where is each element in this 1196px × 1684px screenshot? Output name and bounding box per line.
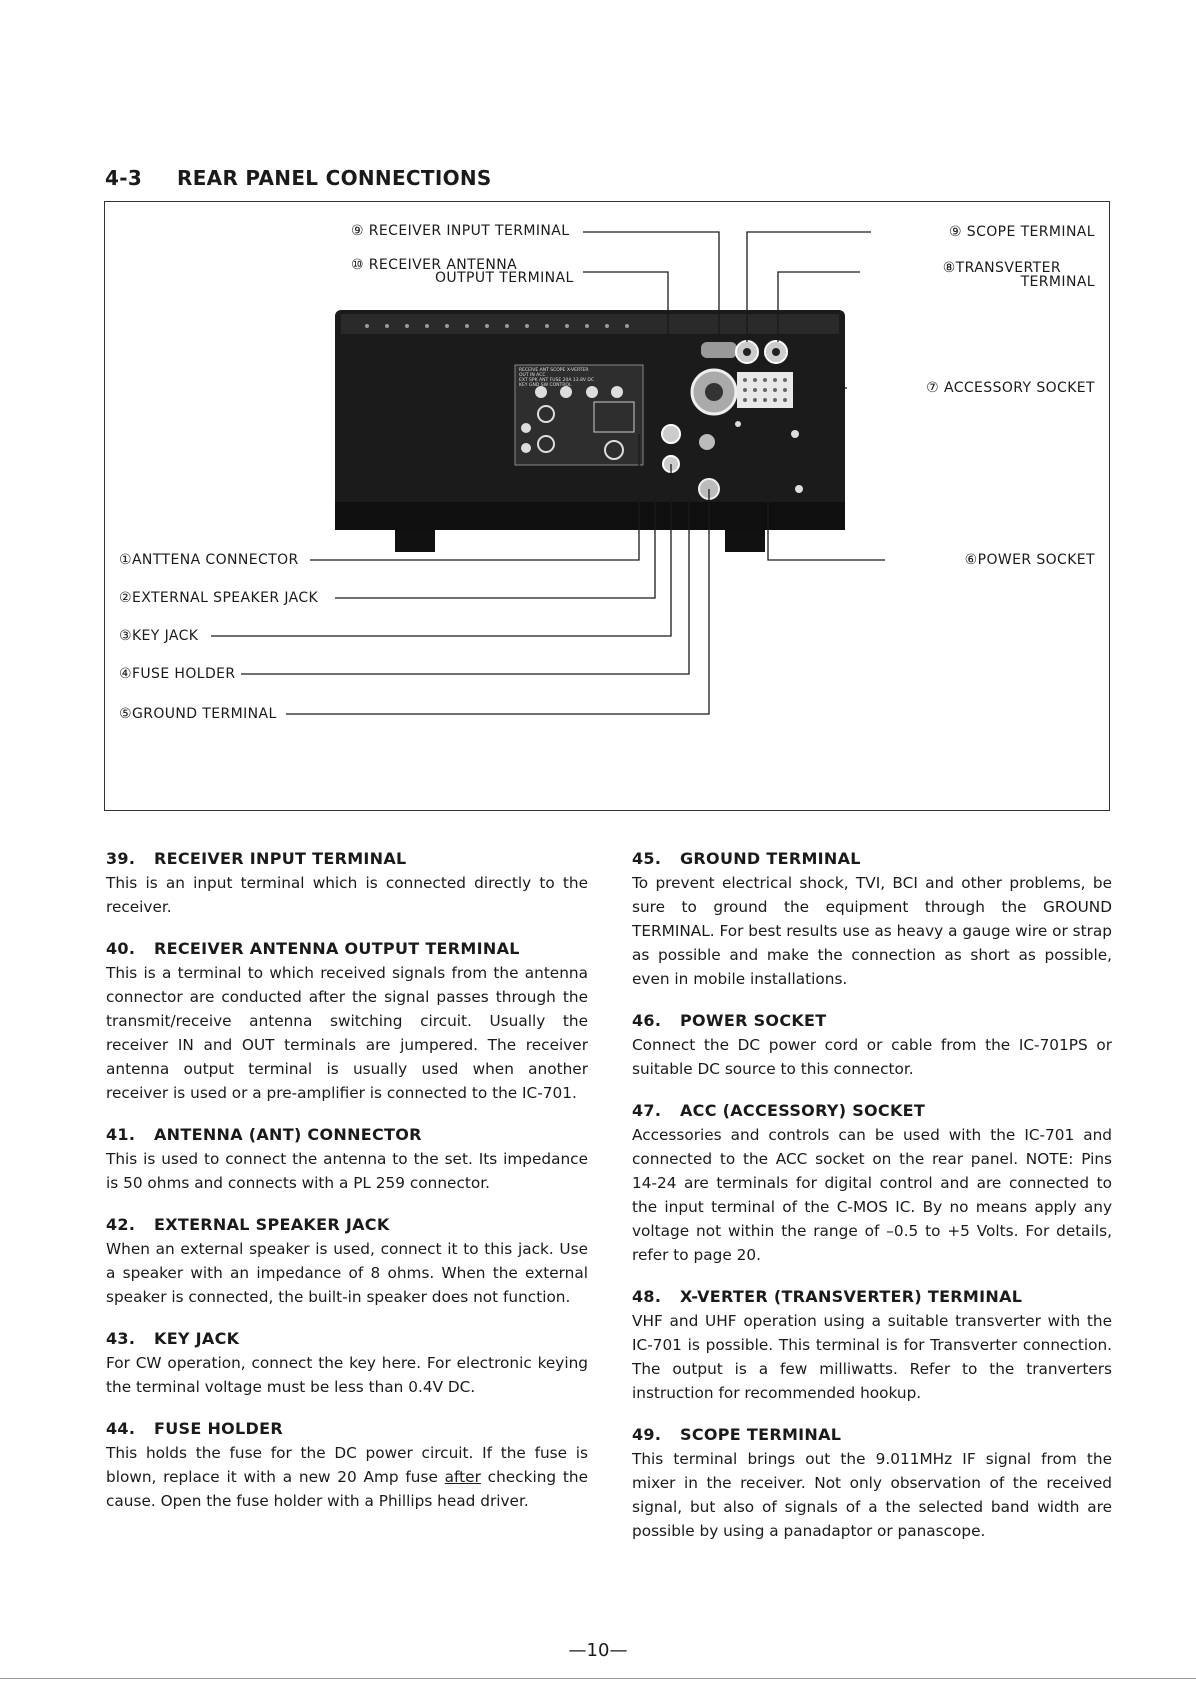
item-body-part: checking the cause. Open the fuse holder with a Phillips head driver. [106,1468,588,1510]
plate-gnd: GND [528,383,540,388]
plate-out: OUT [519,373,529,378]
callout-antenna-connector: ①ANTTENA CONNECTOR [119,552,299,568]
plate-receive-ant: RECEIVE ANT [519,368,549,373]
item-number: 40. [106,939,136,958]
item-body: This is an input terminal which is connected directly to the receiver. [106,874,588,916]
item-title: FUSE HOLDER [154,1419,283,1438]
callout-scope-terminal: ⑨ SCOPE TERMINAL [948,224,1095,240]
item-title: KEY JACK [154,1329,240,1348]
item-title: RECEIVER ANTENNA OUTPUT TERMINAL [154,939,520,958]
item-number: 47. [632,1101,662,1120]
plate-scope: SCOPE [550,368,566,373]
callout-receiver-antenna-output: OUTPUT TERMINAL [435,270,574,286]
item-body: To prevent electrical shock, TVI, BCI and other problems, be sure to ground the equipment through the GROUND TERMINAL. For best results use as heavy a gauge wire or strap as possible and make the connection as short as possible, even in mobile installations. [632,874,1112,988]
item-number: 46. [632,1011,662,1030]
plate-dc: 13.8V DC [572,378,595,383]
item-body: When an external speaker is used, connect it to this jack. Use a speaker with an impedance of 8 ohms. When the external speaker is connected, the built-in speaker does not function. [106,1240,588,1306]
item-number: 48. [632,1287,662,1306]
item-title: X-VERTER (TRANSVERTER) TERMINAL [680,1287,1023,1306]
item-body [106,1441,588,1513]
callout-accessory-socket: ⑦ ACCESSORY SOCKET [926,380,1095,396]
callout-transverter: ⑧TRANSVERTER [942,260,1061,276]
item-title: RECEIVER INPUT TERMINAL [154,849,407,868]
plate-acc: ACC [536,373,546,378]
bottom-rule [0,1678,1196,1679]
item-body: This terminal brings out the 9.011MHz IF signal from the mixer in the receiver. Not only observation of the received signal, but also of signals of a the selected band width are possible by using a panadaptor or panascope. [632,1450,1112,1540]
item-number: 49. [632,1425,662,1444]
item-41 [106,1124,588,1195]
item-40 [106,938,588,1105]
item-body: This is a terminal to which received signals from the antenna connector are conducted after the signal passes through the transmit/receive antenna switching circuit. Usually the receiver IN and OUT terminals are jumpered. The receiver antenna output terminal is usually used when another receiver is used or a pre-amplifier is connected to the IC-701. [106,964,588,1102]
left-column [106,848,588,1532]
plate-key: KEY [519,383,528,388]
item-body: VHF and UHF operation using a suitable transverter with the IC-701 is possible. This terminal is for Transverter connection. The output is a few milliwatts. Refer to the tranverters instruction for recommended hookup. [632,1312,1112,1402]
item-title: POWER SOCKET [680,1011,827,1030]
item-title: ACC (ACCESSORY) SOCKET [680,1101,926,1120]
callout-fuse-holder: ④FUSE HOLDER [119,666,236,682]
item-number: 45. [632,849,662,868]
callout-receiver-antenna: ⑩ RECEIVER ANTENNA [351,257,518,273]
rear-panel-figure [104,201,1110,811]
item-48 [632,1286,1112,1405]
item-number: 42. [106,1215,136,1234]
plate-ant: ANT [539,378,549,383]
item-number: 44. [106,1419,136,1438]
item-body: This is used to connect the antenna to the set. Its impedance is 50 ohms and connects with a PL 259 connector. [106,1150,588,1192]
item-43 [106,1328,588,1399]
item-number: 39. [106,849,136,868]
item-body-underlined: after [444,1468,481,1486]
item-44 [106,1418,588,1513]
plate-ext-spk: EXT SPK [519,378,538,383]
right-column [632,848,1112,1562]
item-46 [632,1010,1112,1081]
plate-xverter: X-VERTER [566,368,589,373]
item-39 [106,848,588,919]
item-42 [106,1214,588,1309]
item-body: For CW operation, connect the key here. For electronic keying the terminal voltage must be less than 0.4V DC. [106,1354,588,1396]
item-title: GROUND TERMINAL [680,849,861,868]
callout-key-jack: ③KEY JACK [119,628,199,644]
plate-fuse: FUSE 20A [549,378,572,383]
item-title: SCOPE TERMINAL [680,1425,842,1444]
section-heading [105,166,492,190]
callout-external-speaker: ②EXTERNAL SPEAKER JACK [119,590,319,606]
item-45 [632,848,1112,991]
plate-sw-control: SW CONTROL [540,383,572,388]
plate-in: IN [530,373,535,378]
panel-plate-labels [519,368,594,388]
item-body: Connect the DC power cord or cable from the IC-701PS or suitable DC source to this connector. [632,1036,1112,1078]
item-49 [632,1424,1112,1543]
section-title: REAR PANEL CONNECTIONS [177,166,492,190]
callout-power-socket: ⑥POWER SOCKET [964,552,1095,568]
callout-receiver-input: ⑨ RECEIVER INPUT TERMINAL [351,223,570,239]
page-number: —10— [568,1640,628,1661]
item-body-part: This holds the fuse for the DC power circuit. If the fuse is blown, replace it with a new 20 Amp fuse [106,1444,588,1486]
item-body: Accessories and controls can be used with the IC-701 and connected to the ACC socket on the rear panel. NOTE: Pins 14-24 are terminals for digital control and are connected to the input terminal of the C-MOS IC. By no means apply any voltage not within the range of –0.5 to +5 Volts. For details, refer to page 20. [632,1126,1112,1264]
callout-transverter-terminal: TERMINAL [1020,274,1095,290]
item-number: 43. [106,1329,136,1348]
item-47 [632,1100,1112,1267]
section-number: 4-3 [105,166,143,190]
callout-ground-terminal: ⑤GROUND TERMINAL [119,706,277,722]
item-title: EXTERNAL SPEAKER JACK [154,1215,390,1234]
item-title: ANTENNA (ANT) CONNECTOR [154,1125,422,1144]
item-number: 41. [106,1125,136,1144]
